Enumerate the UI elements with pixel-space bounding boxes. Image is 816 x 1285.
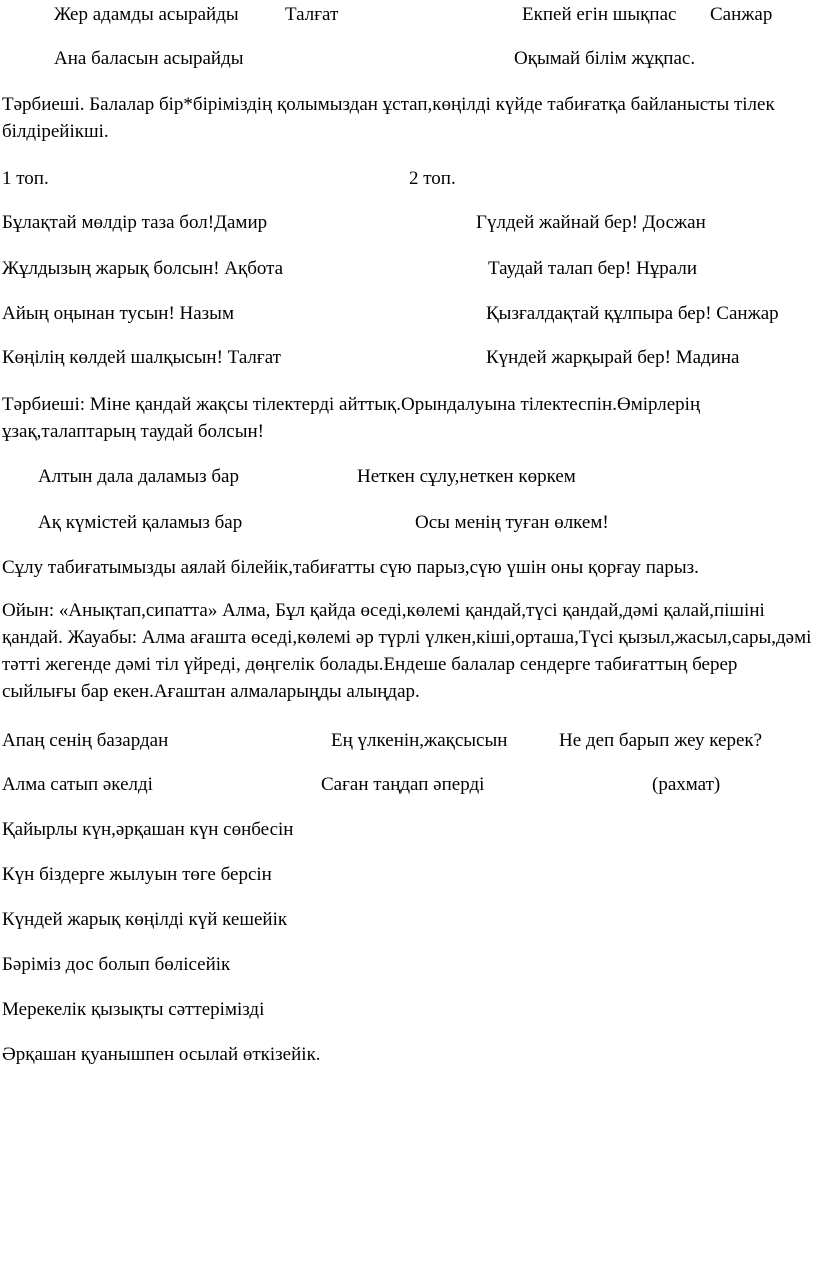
poem-line-1-left: Алтын дала даламыз бар	[38, 466, 239, 487]
wish-right-1: Гүлдей жайнай бер! Досжан	[476, 212, 706, 233]
closing-line-1: Қайырлы күн,әрқашан күн сөнбесін	[2, 819, 294, 840]
apple-poem-r2-c3: (рахмат)	[652, 774, 721, 795]
wish-right-4: Күндей жарқырай бер! Мадина	[486, 347, 740, 368]
wish-right-2: Таудай талап бер! Нұрали	[488, 258, 698, 279]
apple-poem-r1-c1: Апаң сенің базардан	[2, 730, 169, 751]
proverb-2: Екпей егін шықпас	[522, 4, 677, 25]
wish-left-3: Айың оңынан тусын! Назым	[2, 303, 234, 324]
wish-right-3: Қызғалдақтай құлпыра бер! Санжар	[486, 303, 779, 324]
teacher-intro: Тәрбиеші. Балалар бір*біріміздің қолымыздан ұстап,көңілді күйде табиғатқа байланысты тілек білдірейікші.	[2, 94, 775, 142]
apple-poem-r2-c2: Саған таңдап әперді	[321, 774, 485, 795]
wish-left-2: Жұлдызың жарық болсын! Ақбота	[2, 258, 284, 279]
proverb-4: Оқымай білім жұқпас.	[514, 48, 696, 69]
apple-poem-r1-c2: Ең үлкенін,жақсысын	[331, 730, 508, 751]
proverb-1-author: Талғат	[285, 4, 339, 25]
closing-line-5: Мерекелік қызықты сәттерімізді	[2, 999, 265, 1020]
group-1-label: 1 топ.	[2, 168, 49, 189]
game-text: Ойын: «Анықтап,сипатта» Алма, Бұл қайда өседі,көлемі қандай,түсі қандай,дәмі қалай,пішіні қандай. Жауабы: Алма ағашта өседі,көлемі әр түрлі үлкен,кіші,орташа,Түсі қызыл,жасыл,сары,дәмі тәтті жегенде дәмі тіл үйреді, дөңгелік болады.Ендеше балалар сендерге табиғаттың берер сыйлығы бар екен.Ағаштан алмаларыңды алыңдар.	[2, 600, 812, 702]
teacher-response: Тәрбиеші: Міне қандай жақсы тілектерді айттық.Орындалуына тілектеспін.Өмірлерің ұзақ,талаптарың таудай болсын!	[2, 394, 701, 442]
wish-left-4: Көңілің көлдей шалқысын! Талғат	[2, 347, 281, 368]
closing-line-2: Күн біздерге жылуын төге берсін	[2, 864, 272, 885]
proverb-3: Ана баласын асырайды	[54, 48, 244, 69]
poem-line-2-right: Осы менің туған өлкем!	[415, 512, 609, 533]
closing-line-3: Күндей жарық көңілді күй кешейік	[2, 909, 288, 930]
apple-poem-r1-c3: Не деп барып жеу керек?	[559, 730, 763, 751]
poem-line-2-left: Ақ күмістей қаламыз бар	[38, 512, 243, 533]
group-2-label: 2 топ.	[409, 168, 456, 189]
poem-line-1-right: Неткен сұлу,неткен көркем	[357, 466, 576, 487]
proverb-1: Жер адамды асырайды	[54, 4, 239, 25]
closing-line-4: Бәріміз дос болып бөлісейік	[2, 954, 231, 975]
closing-line-6: Әрқашан қуанышпен осылай өткізейік.	[2, 1044, 321, 1065]
wish-left-1: Бұлақтай мөлдір таза бол!Дамир	[2, 212, 268, 233]
apple-poem-r2-c1: Алма сатып әкелді	[2, 774, 153, 795]
nature-statement: Сұлу табиғатымызды аялай білейік,табиғатты сүю парыз,сүю үшін оны қорғау парыз.	[2, 557, 699, 578]
proverb-2-author: Санжар	[710, 4, 773, 25]
